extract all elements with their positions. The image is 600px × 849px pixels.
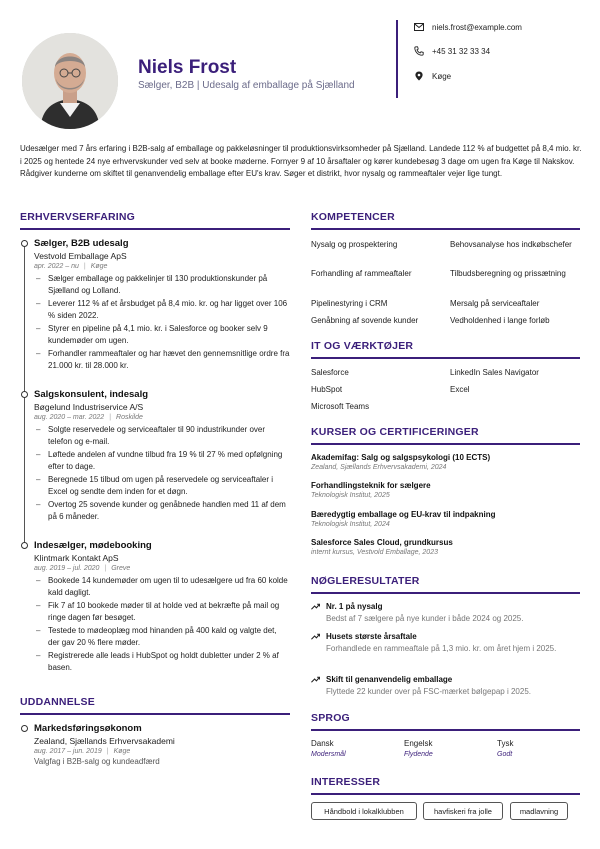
trending-up-icon [311,675,320,684]
job-meta: aug. 2019 – jul. 2020 | Greve [34,565,131,572]
language-name: Dansk [311,739,334,748]
contact-email[interactable] [414,20,522,34]
interest-tag: havfiskeri fra jolle [423,802,503,820]
language-item [497,739,513,758]
section-title-interests: INTERESSER [311,776,381,788]
skill-item: Nysalg og prospektering [311,240,398,249]
course-meta: internt kursus, Vestvold Emballage, 2023 [311,549,438,556]
course-item [311,453,580,471]
trending-up-icon [311,602,320,611]
candidate-name: Niels Frost [138,57,237,78]
section-title-results: NØGLERESULTATER [311,575,420,587]
mail-icon [414,22,424,32]
section-title-skills: KOMPETENCER [311,211,395,223]
language-level: Flydende [404,751,433,758]
tool-item: Excel [450,385,470,394]
language-item [404,739,433,758]
skill-item: Behovsanalyse hos indkøbschefer [450,240,572,249]
job-bullets [34,575,290,674]
phone-icon [414,46,424,56]
experience-item [34,389,290,524]
section-title-courses: KURSER OG CERTIFICERINGER [311,426,479,438]
profile-summary: Udesælger med 7 års erfaring i B2B-salg af emballage og pakkeløsninger til produktionsvirksomheder på Sjælland. Landede 112 % af budgettet på 8,4 mio. kr. i 2025 og hentede 24 nye erhvervskunder ved selv at booke møderne. Fornyer 9 af 10 årsaftaler og kører kundebesøg 3 dage om ugen fra Køge til Nakskov. Rådgiver kunderne om skiftet til genanvendelig emballage efter EU's krav. Søger et distrikt, hvor nysalg og rammeaftaler vejer lige tungt. [20,144,582,178]
course-meta: Teknologisk Institut, 2024 [311,521,390,528]
job-location: Køge [90,263,108,270]
education-meta: aug. 2017 – jun. 2019 | Køge [34,748,131,755]
experience-item [34,540,290,675]
timeline-dot [21,725,28,732]
job-title: Indesælger, mødebooking [34,540,152,551]
language-item [311,739,346,758]
skill-item: Forhandling af rammeaftaler [311,269,412,278]
location-pin-icon [414,71,424,81]
course-meta: Teknologisk Institut, 2025 [311,492,390,499]
result-description: Forhandlede en rammeaftale på 1,3 mio. kr. om året hjem i 2025. [326,644,557,653]
job-bullet: – Løftede andelen af vundne tilbud fra 19 % til 27 % med opfølgning efter to dage. [34,449,290,473]
contact-phone[interactable] [414,44,490,58]
job-period: aug. 2019 – jul. 2020 [34,565,100,572]
language-name: Engelsk [404,739,433,748]
education-title: Markedsføringsøkonom [34,723,142,734]
tool-item: HubSpot [311,385,343,394]
section-rule-skills [311,228,580,230]
experience-item [34,238,290,373]
job-location: Greve [111,565,131,572]
section-rule-experience [20,228,290,230]
course-item [311,481,580,499]
job-bullet: – Styrer en pipeline på 4,1 mio. kr. i Salesforce og booker selv 9 kundemøder om ugen. [34,323,290,347]
section-title-experience: ERHVERVSERFARING [20,211,136,223]
section-rule-tools [311,357,580,359]
job-period: aug. 2020 – mar. 2022 [34,414,105,421]
interest-tag: Håndbold i lokalklubben [311,802,417,820]
job-bullet: – Bookede 14 kundemøder om ugen til to udesælgere ud fra 60 kolde kald dagligt. [34,575,290,599]
skill-item: Genåbning af sovende kunder [311,316,419,325]
section-title-tools: IT OG VÆRKTØJER [311,340,414,352]
course-meta: Zealand, Sjællands Erhvervsakademi, 2024 [311,464,447,471]
result-title: Skift til genanvendelig emballage [326,675,453,684]
section-title-education: UDDANNELSE [20,696,95,708]
header-divider [396,20,398,98]
job-meta: apr. 2022 – nu | Køge [34,263,108,270]
job-bullet: – Leverer 112 % af et årsbudget på 8,4 mio. kr. og har ligget over 106 % siden 2022. [34,298,290,322]
tool-item: LinkedIn Sales Navigator [450,368,539,377]
result-item [311,632,580,655]
job-bullet: – Overtog 25 sovende kunder og genåbnede handlen med 11 af dem på 6 måneder. [34,499,290,523]
job-title: Sælger, B2B udesalg [34,238,129,249]
job-bullet: – Fik 7 af 10 bookede møder til at holde ved at bekræfte på mail og ringe dagen før besøget. [34,600,290,624]
job-bullet: – Sælger emballage og pakkelinjer til 130 produktionskunder på Sjælland og Lolland. [34,273,290,297]
job-bullet: – Registrerede alle leads i HubSpot og holdt dubletter under 2 % af basen. [34,650,290,674]
result-description: Flyttede 22 kunder over på FSC-mærket bølgepap i 2025. [326,687,531,696]
education-note: Valgfag i B2B-salg og kundeadfærd [34,757,160,766]
skill-item: Mersalg på serviceaftaler [450,299,540,308]
course-item [311,510,580,528]
course-title: Forhandlingsteknik for sælgere [311,481,431,490]
result-title: Nr. 1 på nysalg [326,602,383,611]
language-level: Godt [497,751,513,758]
section-rule-results [311,592,580,594]
timeline-dot [21,240,28,247]
tool-item: Salesforce [311,368,349,377]
contact-location-text: Køge [432,71,452,81]
education-item [34,723,290,766]
section-rule-interests [311,793,580,795]
job-company: Vestvold Emballage ApS [34,251,127,261]
interest-tag: madlavning [510,802,568,820]
section-rule-languages [311,729,580,731]
result-item [311,675,580,698]
profile-photo [22,33,118,129]
job-bullet: – Beregnede 15 tilbud om ugen på reservedele og serviceaftaler i Excel og sendte dem inden for et døgn. [34,474,290,498]
job-company: Bøgelund Industriservice A/S [34,402,144,412]
job-period: apr. 2022 – nu [34,263,79,270]
language-level: Modersmål [311,751,346,758]
language-name: Tysk [497,739,514,748]
contact-location [414,69,451,83]
job-location: Roskilde [116,414,143,421]
tool-item: Microsoft Teams [311,402,370,411]
contact-email-text: niels.frost@example.com [432,22,522,32]
skill-item: Vedholdenhed i lange forløb [450,316,550,325]
course-item [311,538,580,556]
job-company: Klintmark Kontakt ApS [34,553,119,563]
education-period: aug. 2017 – jun. 2019 [34,748,102,755]
job-bullet: – Testede to mødeoplæg mod hinanden på 400 kald og valgte det, der gav 20 % flere møder. [34,625,290,649]
job-bullets [34,424,290,523]
course-title: Salesforce Sales Cloud, grundkursus [311,538,453,547]
education-school: Zealand, Sjællands Erhvervsakademi [34,736,175,746]
course-title: Akademifag: Salg og salgspsykologi (10 ECTS) [311,453,491,462]
education-location: Køge [113,748,131,755]
timeline-dot [21,391,28,398]
skill-item: Pipelinestyring i CRM [311,299,388,308]
section-title-languages: SPROG [311,712,350,724]
result-description: Bedst af 7 sælgere på nye kunder i både 2024 og 2025. [326,614,524,623]
section-rule-courses [311,443,580,445]
job-bullet: – Forhandler rammeaftaler og har hævet den gennemsnitlige ordre fra 21.000 kr. til 28.000 kr. [34,348,290,372]
skill-item: Tilbudsberegning og prissætning [450,269,566,278]
course-title: Bæredygtig emballage og EU-krav til indpakning [311,510,496,519]
contact-phone-text: +45 31 32 33 34 [432,46,491,56]
section-rule-education [20,713,290,715]
result-title: Husets største årsaftale [326,632,417,641]
job-bullet: – Solgte reservedele og serviceaftaler til 90 industrikunder over telefon og e-mail. [34,424,290,448]
timeline-dot [21,542,28,549]
job-title: Salgskonsulent, indesalg [34,389,149,400]
job-meta: aug. 2020 – mar. 2022 | Roskilde [34,414,143,421]
job-bullets [34,273,290,372]
result-item [311,602,580,625]
candidate-subtitle: Sælger, B2B | Udesalg af emballage på Sjælland [138,80,355,91]
trending-up-icon [311,632,320,641]
